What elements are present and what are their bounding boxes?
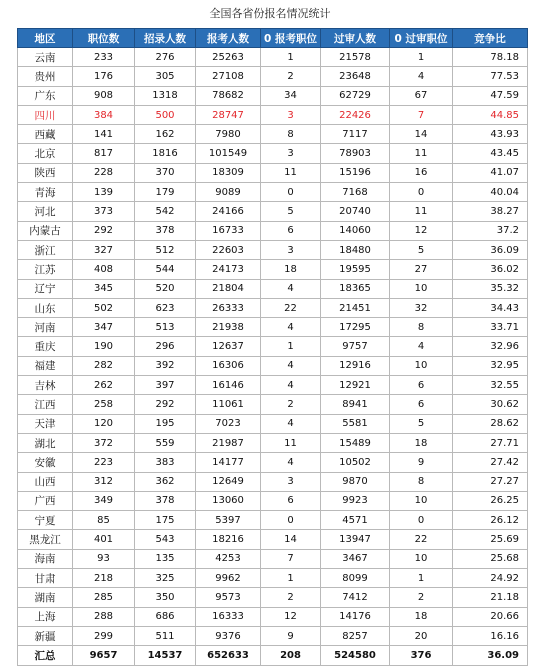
- cell-approved: 5581: [321, 414, 390, 433]
- table-row: [18, 86, 528, 105]
- cell-applicants: 4253: [196, 549, 261, 568]
- cell-positions: 228: [73, 163, 135, 182]
- cell-ratio: 34.43: [453, 298, 528, 317]
- table-row: [18, 298, 528, 317]
- header-zero-apply-positions: 0 报考职位: [261, 29, 321, 48]
- table-row: [18, 376, 528, 395]
- cell-region: 河北: [18, 202, 73, 221]
- cell-region: 广东: [18, 86, 73, 105]
- cell-zero-approved: 6: [390, 376, 453, 395]
- cell-positions: 408: [73, 260, 135, 279]
- cell-applicants: 25263: [196, 48, 261, 67]
- cell-zero-apply: 2: [261, 67, 321, 86]
- cell-positions: 327: [73, 240, 135, 259]
- cell-positions: 190: [73, 337, 135, 356]
- cell-recruits: 511: [135, 626, 196, 645]
- cell-zero-approved: 0: [390, 183, 453, 202]
- table-row: [18, 588, 528, 607]
- cell-region: 黑龙江: [18, 530, 73, 549]
- cell-zero-apply: 7: [261, 549, 321, 568]
- table-row: [18, 433, 528, 452]
- table-row: [18, 240, 528, 259]
- cell-approved: 10502: [321, 453, 390, 472]
- cell-approved: 62729: [321, 86, 390, 105]
- header-competition-ratio: 竞争比: [453, 29, 528, 48]
- cell-region: 云南: [18, 48, 73, 67]
- table-row: [18, 569, 528, 588]
- cell-approved: 14060: [321, 221, 390, 240]
- cell-ratio: 35.32: [453, 279, 528, 298]
- cell-zero-apply: 6: [261, 491, 321, 510]
- cell-ratio: 28.62: [453, 414, 528, 433]
- cell-recruits: 14537: [135, 646, 196, 665]
- cell-approved: 19595: [321, 260, 390, 279]
- table-row: [18, 163, 528, 182]
- cell-zero-approved: 2: [390, 588, 453, 607]
- cell-zero-approved: 14: [390, 125, 453, 144]
- cell-zero-approved: 10: [390, 549, 453, 568]
- cell-ratio: 44.85: [453, 105, 528, 124]
- cell-zero-apply: 12: [261, 607, 321, 626]
- cell-zero-apply: 4: [261, 279, 321, 298]
- cell-recruits: 543: [135, 530, 196, 549]
- cell-applicants: 18309: [196, 163, 261, 182]
- cell-positions: 349: [73, 491, 135, 510]
- cell-region: 山西: [18, 472, 73, 491]
- cell-positions: 9657: [73, 646, 135, 665]
- cell-recruits: 325: [135, 569, 196, 588]
- cell-zero-approved: 5: [390, 414, 453, 433]
- cell-ratio: 25.69: [453, 530, 528, 549]
- cell-approved: 9757: [321, 337, 390, 356]
- cell-approved: 8099: [321, 569, 390, 588]
- cell-ratio: 36.09: [453, 240, 528, 259]
- cell-zero-approved: 16: [390, 163, 453, 182]
- cell-region: 青海: [18, 183, 73, 202]
- cell-region: 吉林: [18, 376, 73, 395]
- cell-ratio: 27.42: [453, 453, 528, 472]
- cell-zero-apply: 4: [261, 453, 321, 472]
- cell-region: 四川: [18, 105, 73, 124]
- cell-approved: 14176: [321, 607, 390, 626]
- table-row: [18, 144, 528, 163]
- cell-applicants: 12637: [196, 337, 261, 356]
- header-positions: 职位数: [73, 29, 135, 48]
- table-row: [18, 530, 528, 549]
- cell-recruits: 135: [135, 549, 196, 568]
- table-title: 全国各省份报名情况统计: [209, 7, 331, 20]
- table-row: [18, 549, 528, 568]
- cell-zero-approved: 9: [390, 453, 453, 472]
- cell-region: 内蒙古: [18, 221, 73, 240]
- table-row: [18, 67, 528, 86]
- table-row: [18, 491, 528, 510]
- cell-zero-approved: 20: [390, 626, 453, 645]
- cell-zero-apply: 3: [261, 472, 321, 491]
- cell-ratio: 40.04: [453, 183, 528, 202]
- cell-zero-apply: 3: [261, 144, 321, 163]
- registration-table: [17, 28, 528, 666]
- cell-applicants: 14177: [196, 453, 261, 472]
- cell-positions: 345: [73, 279, 135, 298]
- cell-recruits: 276: [135, 48, 196, 67]
- cell-zero-apply: 8: [261, 125, 321, 144]
- cell-applicants: 16146: [196, 376, 261, 395]
- cell-zero-apply: 2: [261, 395, 321, 414]
- cell-zero-approved: 10: [390, 279, 453, 298]
- cell-region: 安徽: [18, 453, 73, 472]
- table-row: [18, 279, 528, 298]
- cell-positions: 233: [73, 48, 135, 67]
- cell-zero-approved: 1: [390, 569, 453, 588]
- cell-approved: 78903: [321, 144, 390, 163]
- cell-recruits: 378: [135, 221, 196, 240]
- cell-ratio: 27.27: [453, 472, 528, 491]
- table-row: [18, 337, 528, 356]
- cell-positions: 141: [73, 125, 135, 144]
- cell-applicants: 16306: [196, 356, 261, 375]
- cell-ratio: 20.66: [453, 607, 528, 626]
- cell-ratio: 37.2: [453, 221, 528, 240]
- cell-zero-apply: 0: [261, 183, 321, 202]
- cell-approved: 21451: [321, 298, 390, 317]
- cell-ratio: 26.25: [453, 491, 528, 510]
- cell-zero-apply: 1: [261, 569, 321, 588]
- cell-recruits: 512: [135, 240, 196, 259]
- cell-zero-apply: 3: [261, 240, 321, 259]
- cell-zero-approved: 11: [390, 202, 453, 221]
- cell-ratio: 36.02: [453, 260, 528, 279]
- cell-zero-approved: 67: [390, 86, 453, 105]
- cell-approved: 17295: [321, 318, 390, 337]
- cell-approved: 7412: [321, 588, 390, 607]
- cell-applicants: 16333: [196, 607, 261, 626]
- cell-ratio: 77.53: [453, 67, 528, 86]
- cell-region: 江西: [18, 395, 73, 414]
- cell-zero-approved: 18: [390, 433, 453, 452]
- table-row: [18, 48, 528, 67]
- table-row: [18, 511, 528, 530]
- cell-region: 汇总: [18, 646, 73, 665]
- cell-zero-apply: 3: [261, 105, 321, 124]
- cell-zero-apply: 0: [261, 511, 321, 530]
- cell-zero-approved: 11: [390, 144, 453, 163]
- cell-zero-approved: 32: [390, 298, 453, 317]
- cell-zero-approved: 5: [390, 240, 453, 259]
- cell-positions: 312: [73, 472, 135, 491]
- cell-approved: 12916: [321, 356, 390, 375]
- cell-positions: 347: [73, 318, 135, 337]
- cell-zero-approved: 376: [390, 646, 453, 665]
- cell-approved: 15196: [321, 163, 390, 182]
- cell-ratio: 16.16: [453, 626, 528, 645]
- cell-recruits: 378: [135, 491, 196, 510]
- cell-ratio: 26.12: [453, 511, 528, 530]
- cell-zero-apply: 11: [261, 163, 321, 182]
- table-row: [18, 472, 528, 491]
- cell-zero-apply: 1: [261, 48, 321, 67]
- cell-approved: 8941: [321, 395, 390, 414]
- cell-applicants: 78682: [196, 86, 261, 105]
- cell-ratio: 32.95: [453, 356, 528, 375]
- cell-applicants: 13060: [196, 491, 261, 510]
- cell-applicants: 21804: [196, 279, 261, 298]
- cell-applicants: 26333: [196, 298, 261, 317]
- cell-recruits: 305: [135, 67, 196, 86]
- cell-region: 辽宁: [18, 279, 73, 298]
- cell-region: 山东: [18, 298, 73, 317]
- cell-region: 福建: [18, 356, 73, 375]
- cell-recruits: 1318: [135, 86, 196, 105]
- cell-region: 甘肃: [18, 569, 73, 588]
- cell-approved: 524580: [321, 646, 390, 665]
- cell-recruits: 520: [135, 279, 196, 298]
- cell-applicants: 16733: [196, 221, 261, 240]
- total-row: [18, 646, 528, 665]
- cell-positions: 120: [73, 414, 135, 433]
- cell-zero-apply: 22: [261, 298, 321, 317]
- header-applicants: 报考人数: [196, 29, 261, 48]
- cell-positions: 176: [73, 67, 135, 86]
- cell-applicants: 11061: [196, 395, 261, 414]
- cell-ratio: 21.18: [453, 588, 528, 607]
- cell-zero-approved: 8: [390, 318, 453, 337]
- cell-region: 西藏: [18, 125, 73, 144]
- table-row: [18, 221, 528, 240]
- cell-region: 新疆: [18, 626, 73, 645]
- cell-applicants: 22603: [196, 240, 261, 259]
- table-row: [18, 260, 528, 279]
- cell-zero-apply: 208: [261, 646, 321, 665]
- table-row: [18, 356, 528, 375]
- cell-zero-apply: 34: [261, 86, 321, 105]
- table-row: [18, 607, 528, 626]
- cell-region: 北京: [18, 144, 73, 163]
- cell-positions: 908: [73, 86, 135, 105]
- cell-approved: 4571: [321, 511, 390, 530]
- cell-zero-approved: 22: [390, 530, 453, 549]
- cell-ratio: 38.27: [453, 202, 528, 221]
- cell-zero-apply: 4: [261, 376, 321, 395]
- cell-zero-apply: 4: [261, 356, 321, 375]
- cell-zero-approved: 1: [390, 48, 453, 67]
- cell-approved: 8257: [321, 626, 390, 645]
- cell-region: 重庆: [18, 337, 73, 356]
- cell-positions: 373: [73, 202, 135, 221]
- cell-recruits: 513: [135, 318, 196, 337]
- cell-zero-apply: 18: [261, 260, 321, 279]
- cell-positions: 817: [73, 144, 135, 163]
- table-row: [18, 318, 528, 337]
- cell-applicants: 28747: [196, 105, 261, 124]
- cell-positions: 285: [73, 588, 135, 607]
- cell-recruits: 292: [135, 395, 196, 414]
- cell-region: 河南: [18, 318, 73, 337]
- header-row: [18, 29, 528, 48]
- cell-recruits: 686: [135, 607, 196, 626]
- cell-applicants: 7980: [196, 125, 261, 144]
- cell-positions: 262: [73, 376, 135, 395]
- cell-applicants: 7023: [196, 414, 261, 433]
- cell-approved: 9923: [321, 491, 390, 510]
- cell-positions: 502: [73, 298, 135, 317]
- cell-zero-apply: 11: [261, 433, 321, 452]
- cell-approved: 7168: [321, 183, 390, 202]
- cell-ratio: 78.18: [453, 48, 528, 67]
- cell-applicants: 9573: [196, 588, 261, 607]
- header-recruits: 招录人数: [135, 29, 196, 48]
- cell-recruits: 362: [135, 472, 196, 491]
- cell-applicants: 24166: [196, 202, 261, 221]
- cell-approved: 13947: [321, 530, 390, 549]
- cell-zero-apply: 9: [261, 626, 321, 645]
- cell-zero-approved: 4: [390, 337, 453, 356]
- cell-zero-approved: 10: [390, 356, 453, 375]
- table-row: [18, 453, 528, 472]
- cell-region: 江苏: [18, 260, 73, 279]
- cell-recruits: 1816: [135, 144, 196, 163]
- cell-ratio: 27.71: [453, 433, 528, 452]
- table-row: [18, 105, 528, 124]
- cell-applicants: 9962: [196, 569, 261, 588]
- cell-zero-apply: 5: [261, 202, 321, 221]
- cell-region: 上海: [18, 607, 73, 626]
- cell-approved: 15489: [321, 433, 390, 452]
- cell-ratio: 43.45: [453, 144, 528, 163]
- cell-approved: 9870: [321, 472, 390, 491]
- cell-region: 宁夏: [18, 511, 73, 530]
- cell-ratio: 36.09: [453, 646, 528, 665]
- cell-recruits: 500: [135, 105, 196, 124]
- cell-positions: 288: [73, 607, 135, 626]
- header-zero-approved-positions: 0 过审职位: [390, 29, 453, 48]
- cell-zero-approved: 8: [390, 472, 453, 491]
- cell-recruits: 370: [135, 163, 196, 182]
- cell-zero-apply: 4: [261, 318, 321, 337]
- header-region: 地区: [18, 29, 73, 48]
- cell-recruits: 559: [135, 433, 196, 452]
- cell-positions: 85: [73, 511, 135, 530]
- cell-applicants: 652633: [196, 646, 261, 665]
- cell-recruits: 544: [135, 260, 196, 279]
- cell-applicants: 27108: [196, 67, 261, 86]
- cell-region: 浙江: [18, 240, 73, 259]
- cell-approved: 18480: [321, 240, 390, 259]
- table-row: [18, 626, 528, 645]
- cell-positions: 223: [73, 453, 135, 472]
- cell-recruits: 175: [135, 511, 196, 530]
- cell-applicants: 24173: [196, 260, 261, 279]
- cell-region: 海南: [18, 549, 73, 568]
- cell-applicants: 101549: [196, 144, 261, 163]
- cell-approved: 23648: [321, 67, 390, 86]
- cell-recruits: 162: [135, 125, 196, 144]
- cell-ratio: 33.71: [453, 318, 528, 337]
- cell-applicants: 21938: [196, 318, 261, 337]
- cell-zero-apply: 14: [261, 530, 321, 549]
- cell-positions: 372: [73, 433, 135, 452]
- cell-applicants: 21987: [196, 433, 261, 452]
- cell-region: 陕西: [18, 163, 73, 182]
- cell-region: 湖南: [18, 588, 73, 607]
- cell-zero-approved: 27: [390, 260, 453, 279]
- cell-ratio: 41.07: [453, 163, 528, 182]
- cell-positions: 258: [73, 395, 135, 414]
- cell-zero-approved: 4: [390, 67, 453, 86]
- cell-approved: 20740: [321, 202, 390, 221]
- cell-recruits: 397: [135, 376, 196, 395]
- cell-region: 湖北: [18, 433, 73, 452]
- cell-zero-approved: 18: [390, 607, 453, 626]
- cell-ratio: 32.55: [453, 376, 528, 395]
- cell-recruits: 195: [135, 414, 196, 433]
- cell-ratio: 24.92: [453, 569, 528, 588]
- cell-positions: 218: [73, 569, 135, 588]
- cell-zero-apply: 6: [261, 221, 321, 240]
- cell-applicants: 12649: [196, 472, 261, 491]
- cell-positions: 401: [73, 530, 135, 549]
- cell-recruits: 179: [135, 183, 196, 202]
- cell-zero-apply: 1: [261, 337, 321, 356]
- cell-zero-approved: 6: [390, 395, 453, 414]
- cell-region: 贵州: [18, 67, 73, 86]
- cell-applicants: 5397: [196, 511, 261, 530]
- cell-approved: 21578: [321, 48, 390, 67]
- cell-approved: 7117: [321, 125, 390, 144]
- cell-applicants: 18216: [196, 530, 261, 549]
- cell-positions: 292: [73, 221, 135, 240]
- cell-region: 天津: [18, 414, 73, 433]
- table-row: [18, 125, 528, 144]
- cell-ratio: 43.93: [453, 125, 528, 144]
- cell-recruits: 392: [135, 356, 196, 375]
- cell-zero-apply: 2: [261, 588, 321, 607]
- cell-approved: 3467: [321, 549, 390, 568]
- cell-approved: 22426: [321, 105, 390, 124]
- cell-recruits: 296: [135, 337, 196, 356]
- cell-zero-approved: 12: [390, 221, 453, 240]
- cell-zero-approved: 7: [390, 105, 453, 124]
- table-row: [18, 395, 528, 414]
- cell-positions: 139: [73, 183, 135, 202]
- cell-recruits: 383: [135, 453, 196, 472]
- table-row: [18, 202, 528, 221]
- cell-applicants: 9376: [196, 626, 261, 645]
- cell-approved: 12921: [321, 376, 390, 395]
- cell-ratio: 32.96: [453, 337, 528, 356]
- cell-recruits: 623: [135, 298, 196, 317]
- cell-positions: 282: [73, 356, 135, 375]
- cell-positions: 384: [73, 105, 135, 124]
- cell-region: 广西: [18, 491, 73, 510]
- cell-ratio: 25.68: [453, 549, 528, 568]
- cell-zero-approved: 10: [390, 491, 453, 510]
- cell-positions: 299: [73, 626, 135, 645]
- cell-recruits: 350: [135, 588, 196, 607]
- cell-ratio: 47.59: [453, 86, 528, 105]
- cell-recruits: 542: [135, 202, 196, 221]
- cell-approved: 18365: [321, 279, 390, 298]
- cell-zero-apply: 4: [261, 414, 321, 433]
- table-row: [18, 183, 528, 202]
- cell-positions: 93: [73, 549, 135, 568]
- table-row: [18, 414, 528, 433]
- cell-applicants: 9089: [196, 183, 261, 202]
- cell-ratio: 30.62: [453, 395, 528, 414]
- cell-zero-approved: 0: [390, 511, 453, 530]
- header-approved: 过审人数: [321, 29, 390, 48]
